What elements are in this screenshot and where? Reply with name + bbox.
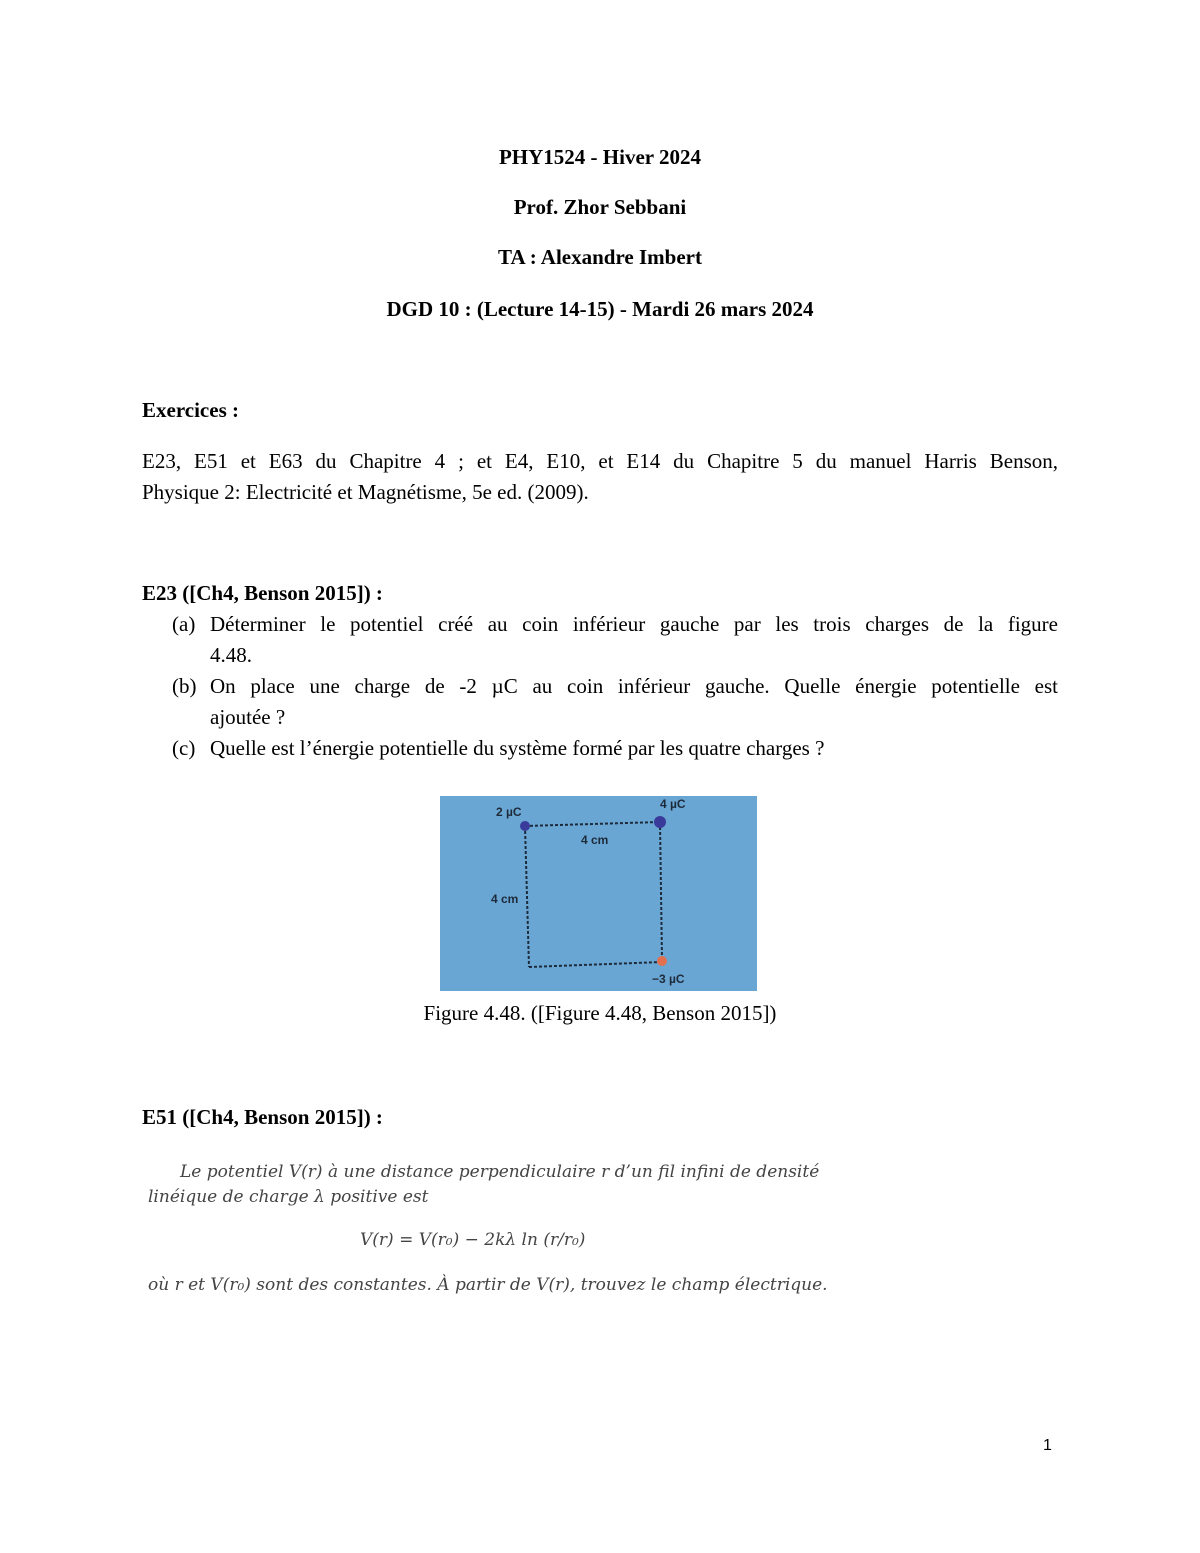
professor-name: Prof. Zhor Sebbani: [513, 195, 687, 219]
course-title: PHY1524 - Hiver 2024: [498, 145, 701, 169]
side-top-length-label: 4 cm: [581, 833, 609, 847]
charge-top-right-dot: [654, 816, 666, 828]
square-side-left: [525, 826, 529, 967]
charge-bottom-right-label: −3 µC: [652, 972, 685, 986]
exercises-paragraph: [142, 446, 1058, 508]
session-title: DGD 10 : (Lecture 14-15) - Mardi 26 mars 2024: [386, 297, 814, 321]
e51-text-line-3: où r et V(r₀) sont des constantes. À partir de V(r), trouvez le champ électrique.: [148, 1275, 828, 1295]
e51-equation: V(r) = V(r₀) − 2kλ ln (r/r₀): [360, 1230, 586, 1250]
square-side-bottom: [529, 962, 662, 967]
e23-item-a-line-1: Déterminer le potentiel créé au coin inférieur gauche par les trois charges de la figure: [210, 612, 1058, 636]
e51-text-line-1: Le potentiel V(r) à une distance perpendiculaire r d’un fil infini de densité: [180, 1162, 820, 1182]
e23-item-c-line-1: Quelle est l’énergie potentielle du système formé par les quatre charges ?: [210, 736, 825, 760]
charge-top-left-label: 2 µC: [496, 805, 522, 819]
charge-bottom-right-dot: [657, 956, 667, 966]
e23-item-c-label: (c): [172, 736, 196, 760]
exercises-line-1: E23, E51 et E63 du Chapitre 4 ; et E4, E10, et E14 du Chapitre 5 du manuel Harris Benson,: [142, 449, 1058, 473]
page-number: 1: [1043, 1437, 1052, 1454]
e23-item-b-line-2: ajoutée ?: [210, 705, 286, 729]
exercises-line-2: Physique 2: Electricité et Magnétisme, 5e ed. (2009).: [142, 480, 589, 504]
e51-text-line-2: linéique de charge λ positive est: [148, 1187, 429, 1207]
e23-item-b-label: (b): [172, 674, 197, 698]
charge-square-diagram: [440, 796, 757, 991]
exercises-title: Exercices :: [142, 398, 239, 422]
charge-top-right-label: 4 µC: [660, 797, 686, 811]
ta-name: TA : Alexandre Imbert: [498, 245, 702, 269]
e23-item-a-label: (a): [172, 612, 196, 636]
square-side-top: [525, 822, 660, 826]
e23-item-a-line-2: 4.48.: [210, 643, 252, 667]
square-side-right: [660, 822, 662, 960]
charge-top-left-dot: [520, 821, 530, 831]
e23-item-c: [172, 733, 1058, 764]
e23-item-b-line-1: On place une charge de -2 µC au coin inférieur gauche. Quelle énergie potentielle est: [210, 674, 1058, 698]
figure-caption: Figure 4.48. ([Figure 4.48, Benson 2015]): [423, 1001, 777, 1025]
e51-title: E51 ([Ch4, Benson 2015]) :: [142, 1105, 383, 1129]
e23-item-b: [172, 671, 1058, 733]
e23-title: E23 ([Ch4, Benson 2015]) :: [142, 581, 383, 605]
side-left-length-label: 4 cm: [491, 892, 519, 906]
e23-item-a: [172, 609, 1058, 671]
figure-4-48: [440, 796, 757, 991]
